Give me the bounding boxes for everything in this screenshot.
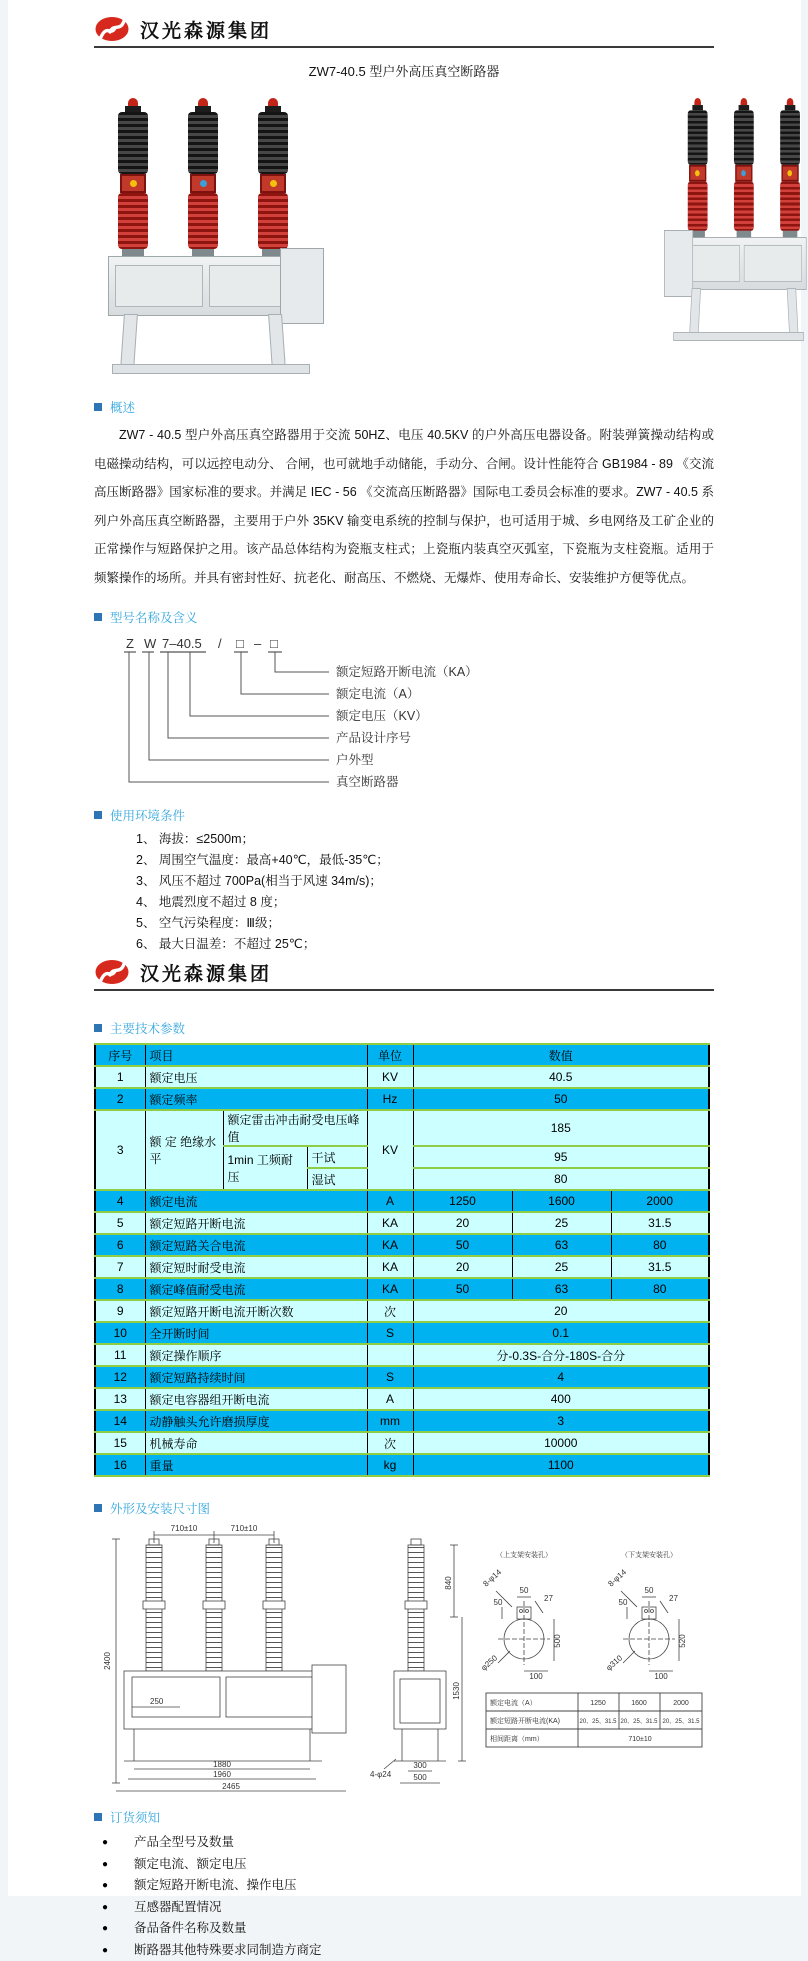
- company-name: 汉光森源集团: [140, 959, 272, 986]
- dimension-drawing: [94, 1521, 714, 1796]
- ordering-item: 额定电流、额定电压: [134, 1854, 247, 1876]
- table-row: [95, 1278, 709, 1300]
- dim-label: 2400: [103, 1652, 112, 1670]
- ordering-item: 互感器配置情况: [134, 1897, 222, 1919]
- cell-value: 80: [611, 1234, 709, 1256]
- square-bullet-icon: [94, 613, 102, 621]
- cell-unit: Hz: [367, 1088, 413, 1110]
- col-header-seq: 序号: [95, 1044, 145, 1066]
- breaker-pole: [686, 98, 708, 238]
- table-row: [95, 1432, 709, 1454]
- dimensions-heading: 外形及安装尺寸图: [110, 1499, 210, 1517]
- dim-label: 710±10: [171, 1524, 198, 1533]
- product-photo-rear: [434, 98, 664, 386]
- header-rule: [94, 46, 714, 48]
- detail-caption: （上支架安装孔）: [496, 1550, 552, 1559]
- col-header-item: 项目: [145, 1044, 367, 1066]
- cell-seq: 7: [95, 1256, 145, 1278]
- environment-item: 2、 周围空气温度：最高+40℃，最低-35℃；: [136, 850, 714, 871]
- model-label-breaking-current: 额定短路开断电流（KA）: [336, 664, 478, 679]
- cell-value: 4: [413, 1366, 709, 1388]
- cell-unit: 次: [367, 1300, 413, 1322]
- product-photo-front: [102, 98, 324, 378]
- environment-item: 4、 地震烈度不超过 8 度；: [136, 892, 714, 913]
- cell-item: 额定短路关合电流: [145, 1234, 367, 1256]
- dim-label: 300: [413, 1761, 427, 1770]
- table-row: [95, 1388, 709, 1410]
- circle-bullet-icon: ●: [102, 1832, 108, 1854]
- cell-sub-item: 湿试: [307, 1168, 367, 1190]
- table-row: [95, 1234, 709, 1256]
- table-row: [95, 1344, 709, 1366]
- cell-value: 400: [413, 1388, 709, 1410]
- model-designation-diagram: [94, 632, 714, 792]
- breaker-pole: [733, 98, 755, 238]
- mini-table-value: 2000: [673, 1700, 689, 1707]
- cell-unit: KA: [367, 1256, 413, 1278]
- table-header-row: [95, 1044, 709, 1066]
- cell-value: 80: [611, 1278, 709, 1300]
- cell-value: 31.5: [611, 1212, 709, 1234]
- cell-item: 额定电压: [145, 1066, 367, 1088]
- cell-value: 63: [512, 1234, 611, 1256]
- cell-value: 25: [512, 1212, 611, 1234]
- cell-item: 动静触头允许磨损厚度: [145, 1410, 367, 1432]
- ordering-item: 产品全型号及数量: [134, 1832, 234, 1854]
- model-code-dash: –: [254, 636, 262, 651]
- cell-unit: S: [367, 1366, 413, 1388]
- section-heading-environment: [94, 806, 714, 824]
- brand-header: [94, 0, 714, 43]
- breaker-cabinet: [676, 237, 807, 290]
- mini-table-value: 20、25、31.5: [620, 1719, 658, 1725]
- cell-unit: KV: [367, 1066, 413, 1088]
- cell-unit: KA: [367, 1212, 413, 1234]
- table-row: [95, 1066, 709, 1088]
- section-heading-dimensions: [94, 1499, 714, 1517]
- parameters-table: [94, 1043, 710, 1477]
- cell-unit: mm: [367, 1410, 413, 1432]
- drawing-mini-table: [486, 1693, 702, 1747]
- cell-item: 重量: [145, 1454, 367, 1476]
- cell-seq: 12: [95, 1366, 145, 1388]
- cell-unit: KA: [367, 1278, 413, 1300]
- cell-unit: A: [367, 1190, 413, 1212]
- cell-value: 31.5: [611, 1256, 709, 1278]
- cell-seq: 2: [95, 1088, 145, 1110]
- table-row: [95, 1366, 709, 1388]
- cell-seq: 8: [95, 1278, 145, 1300]
- cell-unit: 次: [367, 1432, 413, 1454]
- cell-value: 3: [413, 1410, 709, 1432]
- header-rule: [94, 989, 714, 991]
- cell-item: 额定电容器组开断电流: [145, 1388, 367, 1410]
- cell-sub-item: 干试: [307, 1146, 367, 1168]
- cell-seq: 9: [95, 1300, 145, 1322]
- cell-sub-item: 1min 工频耐压: [223, 1146, 307, 1190]
- dim-label: 840: [444, 1576, 453, 1590]
- catalog-page: [8, 0, 801, 1896]
- square-bullet-icon: [94, 403, 102, 411]
- cell-value: 0.1: [413, 1322, 709, 1344]
- cell-item: 额定短路开断电流开断次数: [145, 1300, 367, 1322]
- col-header-value: 数值: [413, 1044, 709, 1066]
- section-heading-ordering: [94, 1808, 714, 1826]
- cell-value: 2000: [611, 1190, 709, 1212]
- model-code-series: 7–40.5: [162, 636, 202, 651]
- cell-value: 20: [413, 1300, 709, 1322]
- table-row: [95, 1110, 709, 1146]
- cell-item: 额 定 绝缘水平: [145, 1110, 223, 1190]
- cell-seq: 11: [95, 1344, 145, 1366]
- cell-seq: 16: [95, 1454, 145, 1476]
- breaker-pole: [186, 98, 220, 257]
- cell-value: 95: [413, 1146, 709, 1168]
- dim-label: 50: [619, 1598, 628, 1607]
- dim-label: 250: [150, 1697, 164, 1706]
- list-item: [94, 1918, 714, 1940]
- cell-value: 20: [413, 1212, 512, 1234]
- front-view: [112, 1531, 346, 1791]
- cell-item: 机械寿命: [145, 1432, 367, 1454]
- environment-item: 5、 空气污染程度：Ⅲ级；: [136, 913, 714, 934]
- cell-seq: 5: [95, 1212, 145, 1234]
- ordering-heading: 订货须知: [110, 1808, 160, 1826]
- cell-value: 1250: [413, 1190, 512, 1212]
- mini-table-value: 20、25、31.5: [579, 1719, 617, 1725]
- cell-item: 额定峰值耐受电流: [145, 1278, 367, 1300]
- cell-value: 25: [512, 1256, 611, 1278]
- environment-item: 3、 风压不超过 700Pa(相当于风速 34m/s)；: [136, 871, 714, 892]
- environment-list: [136, 829, 714, 955]
- model-label-rated-current: 额定电流（A）: [336, 686, 419, 701]
- cell-unit: KV: [367, 1110, 413, 1190]
- dim-label: 27: [669, 1594, 678, 1603]
- mini-table-label: 相间距离（mm）: [490, 1734, 544, 1743]
- square-bullet-icon: [94, 1504, 102, 1512]
- mini-table-value: 710±10: [628, 1736, 651, 1743]
- dim-label: 27: [544, 1594, 553, 1603]
- model-label-design-serial: 产品设计序号: [336, 730, 411, 745]
- dim-label: 2465: [222, 1782, 240, 1791]
- cell-item: 额定短路开断电流: [145, 1212, 367, 1234]
- model-code-z: Z: [126, 636, 134, 651]
- dim-label: 8-φ14: [481, 1567, 503, 1588]
- cell-value: 50: [413, 1234, 512, 1256]
- dim-label: 500: [553, 1634, 562, 1648]
- ordering-item: 额定短路开断电流、操作电压: [134, 1875, 297, 1897]
- mini-table-label: 额定短路开断电流(KA): [490, 1716, 560, 1725]
- dim-label: 710±10: [231, 1524, 258, 1533]
- model-label-rated-voltage: 额定电压（KV）: [336, 708, 428, 723]
- dim-label: 100: [529, 1672, 543, 1681]
- ordering-item: 断路器其他特殊要求同制造方商定: [134, 1940, 322, 1961]
- side-view: [384, 1539, 466, 1783]
- model-code-box1: □: [236, 636, 244, 651]
- list-item: [94, 1832, 714, 1854]
- section-heading-overview: [94, 398, 714, 416]
- dim-label: 4-φ24: [370, 1770, 392, 1779]
- cell-value: 50: [413, 1088, 709, 1110]
- environment-item: 6、 最大日温差：不超过 25℃；: [136, 934, 714, 955]
- cell-seq: 10: [95, 1322, 145, 1344]
- circle-bullet-icon: ●: [102, 1940, 108, 1961]
- company-logo-icon: [94, 16, 130, 43]
- cell-seq: 4: [95, 1190, 145, 1212]
- circle-bullet-icon: ●: [102, 1854, 108, 1876]
- dim-label: φ250: [479, 1653, 499, 1672]
- cell-unit: S: [367, 1322, 413, 1344]
- product-photos: [94, 98, 714, 386]
- ordering-item: 备品备件名称及数量: [134, 1918, 247, 1940]
- cell-seq: 14: [95, 1410, 145, 1432]
- model-heading: 型号名称及含义: [110, 608, 198, 626]
- front-dimensions: [103, 1524, 258, 1791]
- dim-label: 50: [520, 1586, 529, 1595]
- cell-seq: 1: [95, 1066, 145, 1088]
- mini-table-value: 1600: [631, 1700, 647, 1707]
- cell-unit: kg: [367, 1454, 413, 1476]
- cell-value: 1600: [512, 1190, 611, 1212]
- section-heading-params: [94, 1019, 714, 1037]
- dim-label: 1880: [213, 1760, 231, 1769]
- detail-caption: （下支架安装孔）: [621, 1550, 677, 1559]
- cell-seq: 6: [95, 1234, 145, 1256]
- model-label-vacuum-breaker: 真空断路器: [336, 774, 399, 789]
- cell-unit: KA: [367, 1234, 413, 1256]
- square-bullet-icon: [94, 1813, 102, 1821]
- cell-value: 40.5: [413, 1066, 709, 1088]
- cell-value: 185: [413, 1110, 709, 1146]
- mini-table-value: 1250: [590, 1700, 606, 1707]
- cell-item: 全开断时间: [145, 1322, 367, 1344]
- dim-label: 50: [494, 1598, 503, 1607]
- mini-table-label: 额定电流（A）: [490, 1698, 537, 1707]
- cell-value: 1100: [413, 1454, 709, 1476]
- params-heading: 主要技术参数: [110, 1019, 185, 1037]
- breaker-pole: [256, 98, 290, 257]
- mini-table-value: 20、25、31.5: [662, 1719, 700, 1725]
- cell-item: 额定短时耐受电流: [145, 1256, 367, 1278]
- cell-unit: A: [367, 1388, 413, 1410]
- circle-bullet-icon: ●: [102, 1897, 108, 1919]
- dim-label: 1960: [213, 1770, 231, 1779]
- list-item: [94, 1854, 714, 1876]
- table-row: [95, 1322, 709, 1344]
- dim-label: φ310: [604, 1653, 624, 1672]
- breaker-pole: [116, 98, 150, 257]
- circle-bullet-icon: ●: [102, 1918, 108, 1940]
- cell-value: 50: [413, 1278, 512, 1300]
- table-row: [95, 1190, 709, 1212]
- model-code-slash: /: [218, 636, 222, 651]
- model-code-w: W: [144, 636, 157, 651]
- page-title: ZW7-40.5 型户外高压真空断路器: [94, 61, 714, 80]
- col-header-unit: 单位: [367, 1044, 413, 1066]
- dim-label: 500: [413, 1773, 427, 1782]
- square-bullet-icon: [94, 1024, 102, 1032]
- cell-value: 分-0.3S-合分-180S-合分: [413, 1344, 709, 1366]
- cell-value: 10000: [413, 1432, 709, 1454]
- brand-header: [94, 955, 714, 986]
- dim-label: 100: [654, 1672, 668, 1681]
- table-row: [95, 1300, 709, 1322]
- table-row: [95, 1088, 709, 1110]
- mechanism-box: [280, 248, 324, 324]
- breaker-illustration: [664, 98, 808, 344]
- cell-item: 额定电流: [145, 1190, 367, 1212]
- cell-value: 20: [413, 1256, 512, 1278]
- cell-seq: 3: [95, 1110, 145, 1190]
- environment-item: 1、 海拔：≤2500m；: [136, 829, 714, 850]
- model-label-outdoor-type: 户外型: [336, 752, 374, 767]
- dim-label: 520: [678, 1634, 687, 1648]
- square-bullet-icon: [94, 811, 102, 819]
- list-item: [94, 1940, 714, 1961]
- section-heading-model: [94, 608, 714, 626]
- cell-value: 63: [512, 1278, 611, 1300]
- cell-item: 额定操作顺序: [145, 1344, 367, 1366]
- dim-label: 50: [645, 1586, 654, 1595]
- breaker-illustration: [102, 98, 324, 378]
- model-code-box2: □: [270, 636, 278, 651]
- table-row: [95, 1410, 709, 1432]
- cell-sub-item: 额定雷击冲击耐受电压峰值: [223, 1110, 367, 1146]
- list-item: [94, 1897, 714, 1919]
- cell-unit: [367, 1344, 413, 1366]
- cell-seq: 15: [95, 1432, 145, 1454]
- dim-label: 1530: [452, 1682, 461, 1700]
- cell-seq: 13: [95, 1388, 145, 1410]
- company-name: 汉光森源集团: [140, 16, 272, 43]
- breaker-cabinet: [108, 256, 306, 316]
- company-logo-icon: [94, 959, 130, 986]
- overview-paragraph: ZW7 - 40.5 型户外高压真空路器用于交流 50HZ、电压 40.5KV 的户外高压电器设备。附装弹簧操动结构或电磁操动结构，可以远控电动分、 合闸，也可就地手动储能，手动分、合闸。设计性能符合 GB1984 - 89 《交流高压断路器》国家标准的要求。并满足 IEC - 56 《交流高压断路器》国际电工委员会标准的要求。ZW7 - 40.5 系列户外高压真空断路器，主要用于户外 35KV 输变电系统的控制与保护，也可适用于城、乡电网络及工矿企业的正常操作与短路保护之用。该产品总体结构为瓷瓶支柱式；上瓷瓶内装真空灭弧室，下瓷瓶为支柱瓷瓶。适用于频繁操作的场所。并具有密封性好、抗老化、耐高压、不燃烧、无爆炸、使用寿命长、安装维护方便等优点。: [94, 421, 714, 592]
- environment-heading: 使用环境条件: [110, 806, 185, 824]
- cell-value: 80: [413, 1168, 709, 1190]
- cell-item: 额定频率: [145, 1088, 367, 1110]
- overview-heading: 概述: [110, 398, 135, 416]
- ordering-list: [94, 1832, 714, 1961]
- mechanism-box: [664, 230, 693, 297]
- list-item: [94, 1875, 714, 1897]
- table-row: [95, 1256, 709, 1278]
- terminal-detail-left: [479, 1550, 562, 1681]
- table-row: [95, 1212, 709, 1234]
- cell-item: 额定短路持续时间: [145, 1366, 367, 1388]
- terminal-detail-right: [604, 1550, 687, 1681]
- breaker-pole: [779, 98, 801, 238]
- circle-bullet-icon: ●: [102, 1875, 108, 1897]
- table-row: [95, 1454, 709, 1476]
- dim-label: 8-φ14: [606, 1567, 628, 1588]
